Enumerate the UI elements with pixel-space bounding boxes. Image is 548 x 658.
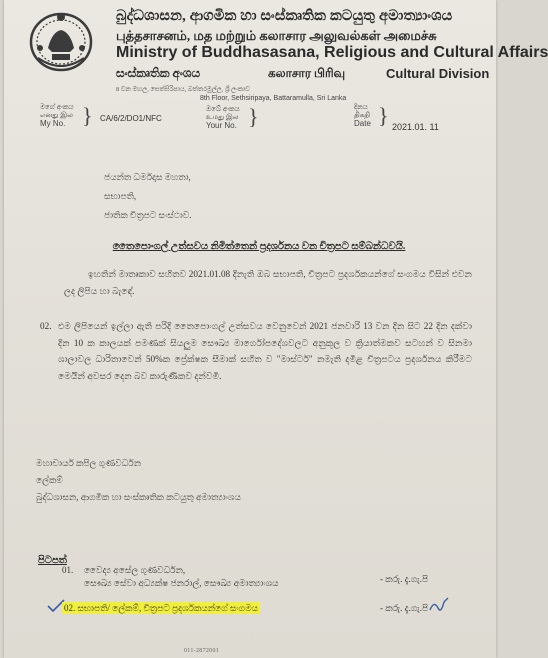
your-no-label (206, 106, 240, 130)
division-tamil: கலாசார பிரிவு (268, 66, 346, 80)
division-english: Cultural Division (386, 66, 490, 81)
ministry-name-sinhala: බුද්ධශාසන, ආගමික හා සංස්කෘතික කටයුතු අමාත්‍යාංශය (116, 8, 453, 24)
addressee-org: ජාතික චිත්‍රපට සංස්ථාව. (104, 210, 192, 220)
addressee-name: ජයන්ත ධර්මදාස මහතා, (104, 172, 191, 182)
date-value: 2021.01. 11 (392, 122, 439, 132)
copies-heading: පිටපත් (38, 555, 67, 566)
your-no-label-si: ඔබේ අංකය (206, 106, 240, 113)
cc-item-2 (62, 603, 260, 614)
cc-item-2-number: 02. (64, 603, 76, 613)
ministry-name-tamil: புத்தசாசனம், மத மற்றும் கலாசார அலுவல்கள் அமைச்சு (116, 28, 437, 43)
cc-item-2-text: සභාපති/ ලේකම්, චිත්‍රපට ප්‍රදර්ශකයන්ගේ සංගමය (77, 603, 259, 613)
my-no-label-en: My No. (40, 119, 66, 128)
cc-item-1-number: 01. (62, 565, 74, 575)
paragraph-2 (40, 318, 472, 384)
my-no-label-si: මගේ අංකය (40, 104, 74, 111)
paragraph-1: ඉහතින් මාතෘකාව සහිතව 2021.01.08 දිනැති ඔබ සභාපති, චිත්‍රපට ප්‍රදර්ශකයන්ගේ සංගමය විසින් එවන ලද ලිපිය හා බැඳේ. (64, 269, 472, 296)
handwritten-initial-icon (428, 596, 450, 614)
paragraph-2-text: එම ලිපියෙන් ඉල්ලා ඇති පරිදි තෛපොංගල් උත්සවය වෙනුවෙන් 2021 ජනවාරි 13 වන දින සිට 22 දින දක්වා දින 10 ක කාලයක් පමණක් සියලුම සෞඛ්‍ය මාර්ගෝපදේශවලට අනුකූල ව ක්‍රියාත්මකව සටහන් ව සිනමා ශාලාවල ධාරිතාවෙන් 50%ක ප්‍රේක්ෂක සීමාක් සහිත ව "මාස්ටර්" නමැති දමිළ චිත්‍රපටය ප්‍රදර්ශනය කිරීමට මෙයින් අවසර දෙන බව කාරුණිකව දන්වමි. (58, 321, 472, 381)
letter-subject: තෛපොංගල් උත්සවය නිමිත්තෙන් ප්‍රදර්ශනය වන චිත්‍රපට සම්බන්ධවයි. (112, 241, 406, 252)
brace-icon: } (378, 103, 389, 128)
cc-item-1-action: - කරු. දැ.ගැ.පි (380, 574, 429, 584)
date-label (354, 104, 371, 128)
cc-item-2-highlight (62, 602, 260, 614)
footer-phone: 011-2872001 (184, 648, 220, 654)
signatory-org: බුද්ධශාසන, ආගමික හා සංස්කෘතික කටයුතු අමාත්‍යාංශය (36, 492, 241, 502)
your-no-label-en: Your No. (206, 121, 237, 130)
signatory-name: මහාචාර්ය කපිල ගුණවර්ධන (36, 458, 142, 468)
your-no-label-ta: உமது இல (206, 114, 239, 121)
division-sinhala: සංස්කෘතික අංශය (116, 66, 201, 80)
paragraph-2-number: 02. (40, 321, 52, 331)
date-label-ta: திகதி (354, 112, 370, 119)
sri-lanka-emblem-icon (26, 8, 96, 74)
address-english: 8th Floor, Sethsiripaya, Battaramulla, Sri Lanka (200, 95, 347, 102)
signatory-title: ලේකම් (36, 475, 63, 485)
ministry-name-english: Ministry of Buddhasasana, Religious and Cultural Affairs (116, 44, 548, 61)
cc-item-2-action: - කරු. දැ.ගැ.පි (380, 603, 429, 613)
addressee-title: සභාපති, (104, 191, 137, 201)
cc-item-1-name: වෛද්‍ය අසේල ගුණවර්ධන, (84, 565, 186, 575)
my-no-label-ta: எனது இல (40, 112, 73, 119)
date-label-en: Date (354, 119, 371, 128)
date-label-si: දිනය (354, 104, 368, 111)
cc-item-1-title: සෞඛ්‍ය සේවා අධ්‍යක්ෂ ජනරාල්, සෞඛ්‍ය අමාත්‍යාංශය (84, 578, 279, 588)
address-local: 8 වන මහල, සෙත්සිරිපාය, බත්තරමුල්ල, ශ්‍රී ලංකාව (116, 86, 250, 93)
letter-page (4, 0, 548, 658)
my-no-label (40, 104, 74, 128)
brace-icon: } (248, 104, 259, 129)
brace-icon: } (82, 103, 93, 128)
my-no-value: CA/6/2/DO1/NFC (100, 114, 162, 123)
